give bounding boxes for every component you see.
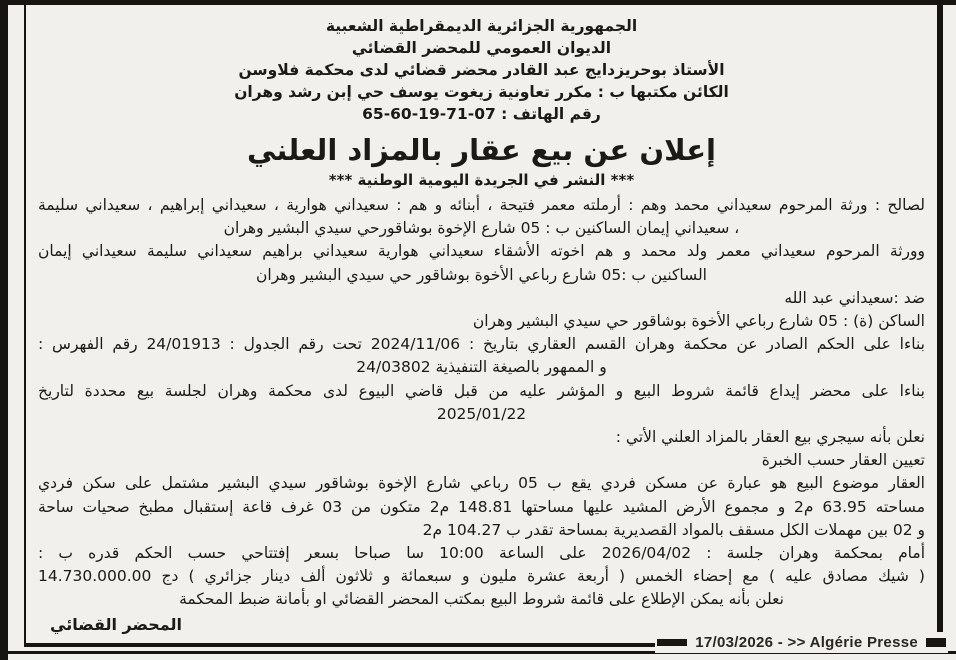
body-line-13 (38, 472, 925, 495)
body-line-8-segment-2: و الممهور بالصيغة التنفيذية (435, 358, 607, 377)
footer-rule-left-icon (657, 639, 687, 646)
body-line-14 (38, 496, 925, 519)
press-footer (655, 632, 948, 653)
body-line-14-segment-1: مساحته 63.95 م2 و مجموع الأرض المشيد عليها مساحتها 148.81 م2 متكون من 03 غرف قاعة إستقبال مطبخ صحيات ساحة (38, 497, 925, 516)
body-line-7-segment-1: بناءا على الحكم الصادر عن محكمة وهران القسم العقاري بتاريخ : 2024/11/06 تحت رقم الجدول : 24/01913 رقم الفهرس : (38, 335, 925, 354)
header-line-office: الديوان العمومي للمحضر القضائي (351, 39, 612, 57)
body-line-3-segment-1: وورثة المرحوم سعيداني معمر ولد محمد و هم اخوته الأشقاء سعيداني هوارية سعيداني براهيم سعيداني سليمة سعيداني إيمان (38, 242, 925, 261)
body-line-6 (38, 310, 925, 333)
body-line-12-segment-1: تعيين العقار حسب الخبرة (761, 451, 925, 470)
body-line-8-segment-1: 24/03802 (356, 358, 431, 377)
body-line-15 (38, 519, 925, 542)
body-line-1 (38, 194, 925, 217)
body-line-10-segment-1: 2025/01/22 (436, 404, 527, 423)
body-line-17-segment-5: ( شيك مصادق عليه ) (769, 567, 925, 586)
body-line-16 (38, 542, 925, 565)
body-line-4-segment-1: الساكنين ب :05 شارع رباعي الأخوة بوشاقور حي سيدي البشير وهران (256, 265, 707, 284)
body-line-9 (38, 380, 925, 403)
body-line-9-segment-1: بناءا على محضر إيداع قائمة شروط البيع و المؤشر عليه من قبل قاضي البيوع لدى محكمة وهران لجلسة بيع محددة لتاريخ (38, 381, 925, 400)
notice-title: إعلان عن بيع عقار بالمزاد العلني (247, 133, 716, 167)
body-line-5 (38, 287, 925, 310)
body-line-8 (38, 356, 925, 379)
body-text (38, 194, 925, 612)
bailiff-signature: المحضر القضائي (50, 614, 183, 634)
body-line-4 (38, 264, 925, 287)
body-line-1-segment-1: لصالح : ورثة المرحوم سعيداني محمد وهم : أرملته معمر فتيحة ، أبنائه و هم : سعيداني هوارية ، سعيداني إبراهيم ، سعيداني سليمة (38, 196, 925, 214)
body-line-17-segment-4: مع إحضاء الخمس (635, 567, 759, 586)
body-line-2 (38, 217, 925, 240)
body-line-13-segment-1: العقار موضوع البيع هو عبارة عن مسكن فردي يقع ب 05 رباعي شارع الإخوة بوشاقور سيدي البشير مشتمل على سكن فردي (38, 474, 925, 493)
header-line-bailiff-name: الأستاذ بوحريزدايج عبد القادر محضر قضائي لدى محكمة فلاوسن (238, 61, 725, 79)
header-line-office-address: الكائن مكتبها ب : مكرر تعاونية زيغوت يوسف حي إبن رشد وهران (234, 83, 729, 101)
header-line-republic: الجمهورية الجزائرية الديمقراطية الشعبية (325, 17, 638, 35)
body-line-11-segment-1: نعلن بأنه سيجري بيع العقار بالمزاد العلني الأتي : (615, 428, 925, 447)
body-line-10 (38, 403, 925, 426)
body-line-2-segment-1: ، سعيداني إيمان الساكنين ب : 05 شارع الإخوة بوشاقورحي سيدي البشير وهران (223, 219, 740, 238)
body-line-12 (38, 449, 925, 472)
body-line-17-segment-2: دج (161, 567, 179, 586)
body-line-5-segment-1: ضد :سعيداني عبد الله (784, 288, 925, 307)
body-line-17-segment-3: ( أربعة عشرة مليون و سبعمائة و ثلاثون ألف دينار جزائري ) (188, 567, 626, 586)
body-line-15-segment-1: و 02 بين مهملات الكل مسقف بالمواد القصديرية بمساحة تقدر ب 104.27 م2 (422, 520, 925, 539)
press-date-source: 17/03/2026 - >> Algérie Presse (695, 634, 918, 651)
body-line-18-segment-1: نعلن بأنه يمكن الإطلاع على قائمة شروط البيع بمكتب المحضر القضائي او بأمانة ضبط المحكمة (179, 590, 784, 609)
header-line-phone: رقم الهاتف : 07-71-19-60-65 (362, 105, 601, 123)
publication-line: *** النشر في الجريدة اليومية الوطنية *** (328, 171, 635, 189)
body-line-6-segment-1: الساكن (ة) : 05 شارع رباعي الأخوة بوشاقور حي سيدي البشير وهران (472, 312, 925, 331)
body-line-3 (38, 240, 925, 263)
body-line-16-segment-1: أمام بمحكمة وهران جلسة : 2026/04/02 على الساعة 10:00 سا صباحا بسعر إفتتاحي حسب الحكم قدره ب : (38, 544, 925, 563)
body-line-18 (38, 588, 925, 611)
body-line-17-segment-1: 14.730.000.00 (38, 567, 152, 586)
body-line-7 (38, 333, 925, 356)
footer-rule-right-icon (926, 638, 946, 647)
body-line-17 (38, 565, 925, 588)
document-header (38, 15, 925, 125)
document-border-frame (24, 5, 943, 647)
body-line-11 (38, 426, 925, 449)
